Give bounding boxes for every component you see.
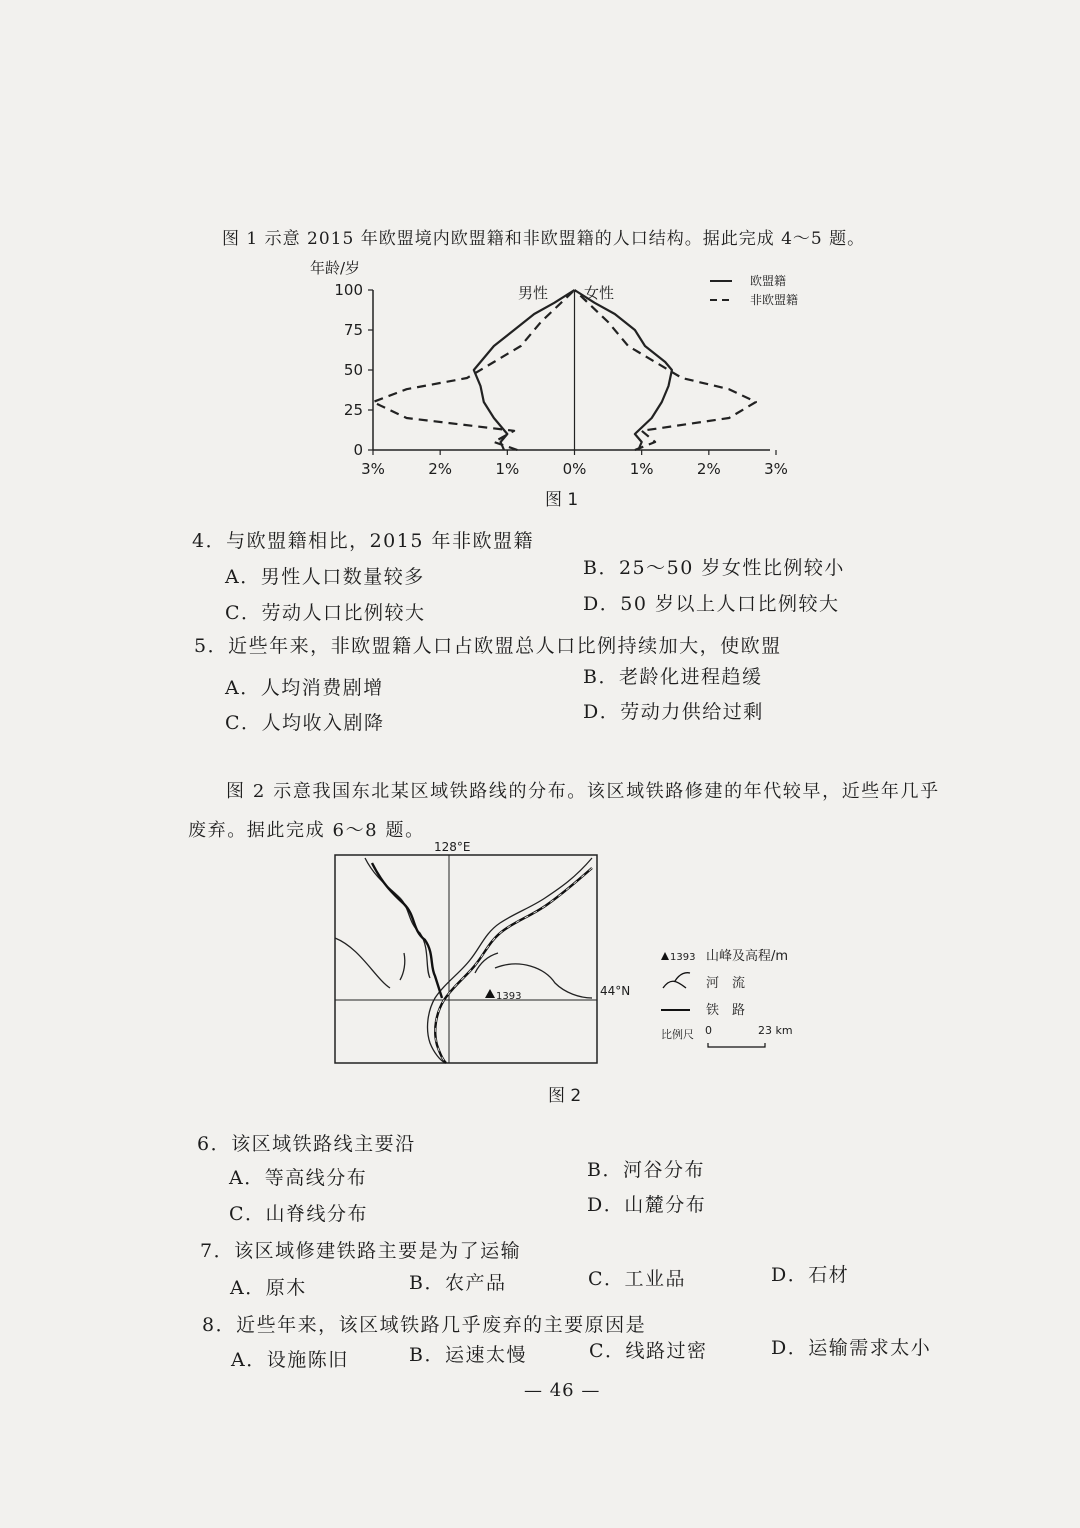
q8-option-c[interactable]: C．线路过密 xyxy=(589,1340,708,1362)
fig1-intro: 图 1 示意 2015 年欧盟境内欧盟籍和非欧盟籍的人口结构。据此完成 4～5 题。 xyxy=(222,229,866,249)
x-tick-label: 3% xyxy=(764,460,788,478)
q7-option-c[interactable]: C．工业品 xyxy=(588,1268,687,1290)
female-label: 女性 xyxy=(584,284,615,302)
legend-rail-label: 铁 路 xyxy=(706,1003,746,1018)
x-ticks xyxy=(361,450,788,478)
q8-stem: 8．近些年来，该区域铁路几乎废弃的主要原因是 xyxy=(202,1314,647,1336)
x-tick-label: 1% xyxy=(495,460,520,478)
y-tick-label: 75 xyxy=(343,321,363,339)
x-tick-label: 1% xyxy=(629,460,654,478)
male-label: 男性 xyxy=(518,284,549,302)
q6-stem: 6．该区域铁路线主要沿 xyxy=(197,1133,416,1155)
legend-peak-label: 山峰及高程/m xyxy=(706,949,789,964)
q7-stem: 7．该区域修建铁路主要是为了运输 xyxy=(200,1240,522,1262)
fig2-caption: 图 2 xyxy=(548,1086,582,1106)
q6-option-d[interactable]: D．山麓分布 xyxy=(587,1194,707,1216)
q4-option-d[interactable]: D．50 岁以上人口比例较大 xyxy=(583,593,840,615)
q4-option-c[interactable]: C．劳动人口比例较大 xyxy=(225,602,426,624)
chart-legend xyxy=(710,274,798,307)
y-tick-label: 100 xyxy=(334,281,363,299)
y-tick-label: 50 xyxy=(343,361,363,379)
q6-option-c[interactable]: C．山脊线分布 xyxy=(229,1203,369,1225)
x-tick-label: 2% xyxy=(428,460,453,478)
y-tick-label: 0 xyxy=(353,441,363,459)
chart-ylabel: 年龄/岁 xyxy=(310,259,361,277)
q5-option-c[interactable]: C．人均收入剧降 xyxy=(225,712,385,734)
river-tributary xyxy=(475,953,498,973)
fig1-caption: 图 1 xyxy=(545,490,579,510)
scale-label: 比例尺 xyxy=(661,1028,694,1041)
fig2-intro-line2: 废弃。据此完成 6～8 题。 xyxy=(188,820,425,841)
series-eu-female-line xyxy=(575,290,672,450)
map-frame xyxy=(335,855,597,1063)
legend-river-icon xyxy=(663,973,690,988)
series-eu-male-line xyxy=(474,290,575,450)
x-tick-label: 2% xyxy=(696,460,721,478)
legend-peak-icon xyxy=(661,952,669,960)
mountain-peak-icon xyxy=(485,989,495,998)
q7-option-a[interactable]: A．原木 xyxy=(230,1277,307,1299)
river-north xyxy=(365,858,430,978)
q7-option-d[interactable]: D．石材 xyxy=(771,1264,850,1286)
q5-stem: 5．近些年来，非欧盟籍人口占欧盟总人口比例持续加大，使欧盟 xyxy=(194,635,782,657)
latitude-label: 44°N xyxy=(600,984,631,998)
q7-option-b[interactable]: B．农产品 xyxy=(409,1272,507,1294)
scale-bar xyxy=(708,1043,765,1047)
q5-option-b[interactable]: B．老龄化进程趋缓 xyxy=(583,666,763,688)
legend-label-non-eu: 非欧盟籍 xyxy=(750,293,799,307)
page-number: — 46 — xyxy=(524,1380,601,1401)
x-tick-label: 3% xyxy=(361,460,385,478)
rivers xyxy=(335,858,592,1063)
q8-option-a[interactable]: A．设施陈旧 xyxy=(231,1349,349,1371)
y-tick-label: 25 xyxy=(343,401,363,419)
q4-option-a[interactable]: A．男性人口数量较多 xyxy=(225,566,425,588)
legend-peak-number: 1393 xyxy=(670,952,696,963)
scale-zero: 0 xyxy=(705,1024,712,1037)
q4-option-b[interactable]: B．25～50 岁女性比例较小 xyxy=(583,557,845,579)
legend-label-eu: 欧盟籍 xyxy=(750,274,787,288)
longitude-label: 128°E xyxy=(434,840,471,854)
y-ticks xyxy=(334,281,373,459)
q4-stem: 4．与欧盟籍相比，2015 年非欧盟籍 xyxy=(192,530,534,552)
x-tick-label: 0% xyxy=(562,460,587,478)
q5-option-d[interactable]: D．劳动力供给过剩 xyxy=(583,701,764,723)
river-west xyxy=(335,938,390,988)
q6-option-a[interactable]: A．等高线分布 xyxy=(229,1167,368,1189)
chart-series xyxy=(373,290,756,450)
railway-map xyxy=(330,838,810,1113)
railway-dash xyxy=(435,868,592,1063)
fig2-intro-line1: 图 2 示意我国东北某区域铁路线的分布。该区域铁路修建的年代较早，近些年几乎 xyxy=(226,781,940,802)
q5-option-a[interactable]: A．人均消费剧增 xyxy=(225,677,384,699)
river-branch xyxy=(400,953,405,980)
legend-river-label: 河 流 xyxy=(706,976,746,991)
peak-elevation: 1393 xyxy=(496,991,522,1002)
scale-value: 23 km xyxy=(758,1024,793,1037)
map-legend xyxy=(661,948,793,1047)
q8-option-d[interactable]: D．运输需求太小 xyxy=(771,1337,932,1359)
q8-option-b[interactable]: B．运速太慢 xyxy=(409,1344,527,1366)
population-pyramid-chart xyxy=(300,255,840,515)
series-non-eu-female-line xyxy=(575,290,756,450)
q6-option-b[interactable]: B．河谷分布 xyxy=(587,1159,705,1181)
